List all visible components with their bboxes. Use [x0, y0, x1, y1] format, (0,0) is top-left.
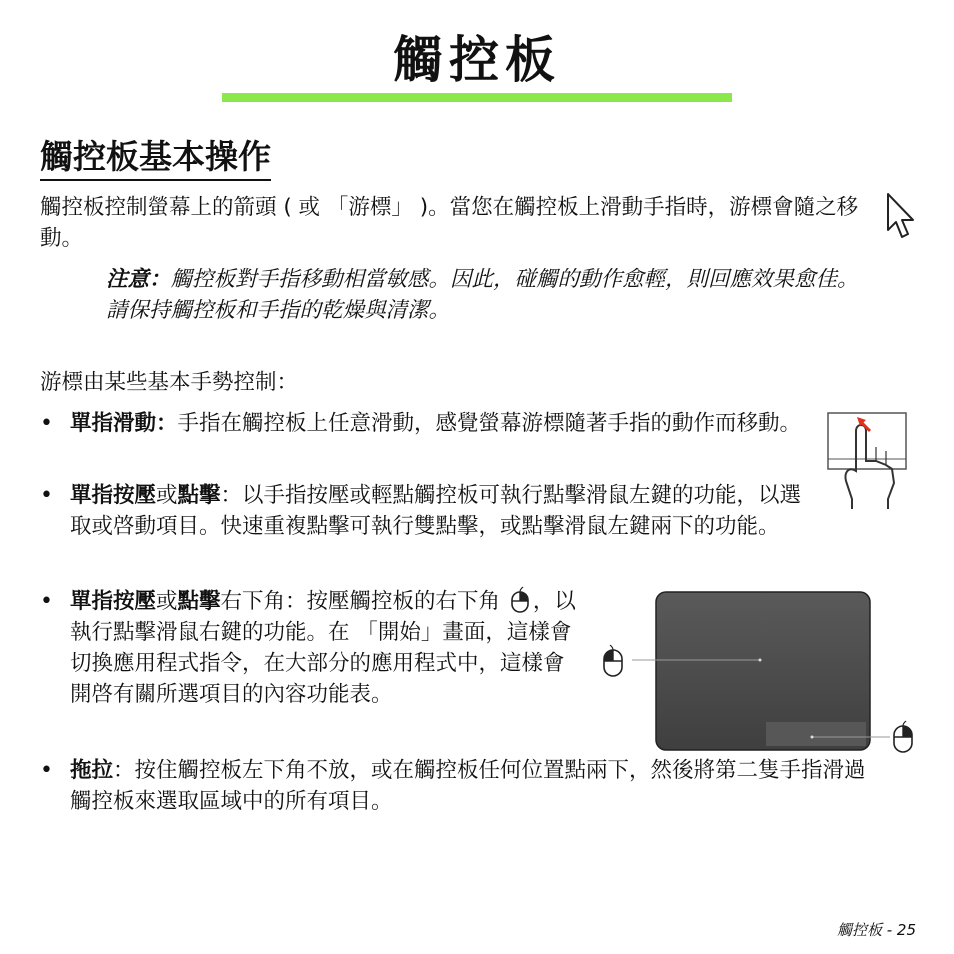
page-footer: 觸控板 - 25: [836, 921, 916, 939]
touchpad-diagram: [598, 586, 926, 766]
bullet-dot: •: [40, 483, 53, 508]
bullet-swipe-label: 單指滑動：: [70, 411, 178, 436]
bullet-rc-label-press: 單指按壓: [70, 589, 157, 614]
title-underline-bar: [222, 93, 732, 102]
bullet-tap-text: ：以手指按壓或輕點觸控板可執行點擊滑鼠左鍵的功能，以選取或啓動項目。快速重複點擊可執行雙點擊，或點擊滑鼠左鍵兩下的功能。: [70, 483, 802, 539]
note-line-2: 請保持觸控板和手指的乾燥與清潔。: [106, 298, 451, 323]
bullet-dot: •: [40, 589, 53, 614]
bullet-tap-label-click: 點擊: [177, 483, 221, 508]
bullet-tap: [70, 480, 805, 542]
section-heading: 觸控板基本操作: [40, 135, 271, 181]
touchpad-right-corner: [766, 722, 866, 746]
note-label: 注意：: [106, 267, 171, 292]
note-line-1: [106, 264, 921, 295]
mouse-icon: [604, 645, 622, 676]
bullet-rc-label-click: 點擊: [177, 589, 221, 614]
mouse-icon: [894, 721, 912, 752]
bullet-drag-label: 拖拉: [70, 758, 114, 783]
gesture-lead: 游標由某些基本手勢控制：: [40, 370, 299, 395]
intro-text: 觸控板控制螢幕上的箭頭 ( 或 「游標」 )。當您在觸控板上滑動手指時，游標會隨之移動。: [40, 195, 859, 251]
mouse-icon: [509, 586, 531, 614]
bullet-tap-or: 或: [156, 483, 178, 508]
bullet-rc-or: 或: [156, 589, 178, 614]
page-title: 觸控板: [393, 31, 561, 89]
bullet-swipe: [70, 408, 805, 439]
bullet-dot: •: [40, 758, 53, 783]
note-block: [106, 264, 921, 326]
cursor-arrow-icon: [885, 192, 917, 240]
note-text: 觸控板對手指移動相當敏感。因此，碰觸的動作愈輕，則回應效果愈佳。: [170, 267, 859, 292]
bullet-rc-text-a: 右下角：按壓觸控板的右下角: [220, 589, 501, 614]
hand-swipe-icon: [826, 411, 908, 511]
bullet-tap-label-press: 單指按壓: [70, 483, 157, 508]
bullet-rc-text-b: ，以執行點擊滑鼠右鍵的功能。在 「開始」畫面，這樣會切換應用程式指令，在大部分的應用程式中，這樣會開啓有關所選項目的內容功能表。: [70, 589, 576, 707]
intro-paragraph: [40, 192, 880, 254]
bullet-drag-text: ：按住觸控板左下角不放，或在觸控板任何位置點兩下，然後將第二隻手指滑過觸控板來選取區域中的所有項目。: [70, 758, 866, 814]
bullet-right-click: [70, 586, 585, 710]
bullet-drag: [70, 755, 875, 817]
bullet-dot: •: [40, 411, 53, 436]
bullet-swipe-text: 手指在觸控板上任意滑動，感覺螢幕游標隨著手指的動作而移動。: [177, 411, 802, 436]
